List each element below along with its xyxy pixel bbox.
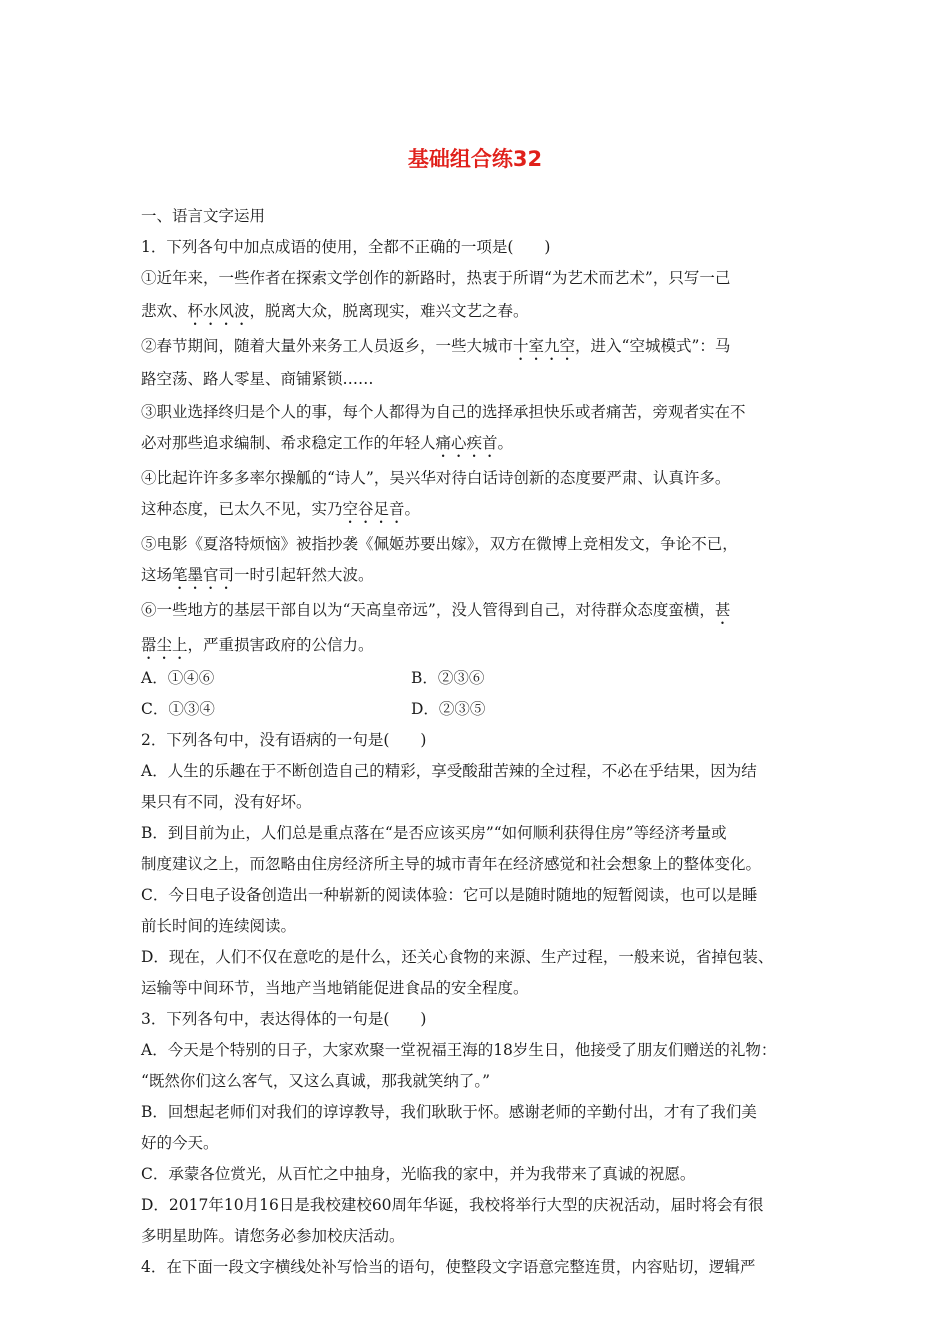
q1-sentence-4-line-1: ④比起许许多多率尔操觚的“诗人”，吴兴华对待白话诗创新的态度要严肃、认真许多。: [141, 469, 731, 487]
q3-option-a-line-1: A．今天是个特别的日子，大家欢聚一堂祝福王海的18岁生日，他接受了朋友们赠送的礼物：: [141, 1041, 777, 1059]
page-title: 基础组合练32: [407, 147, 543, 171]
q1-sentence-2-line-1: ②春节期间，随着大量外来务工人员返乡，一些大城市十室九空，进入“空城模式”：马: [141, 337, 731, 355]
q3-option-b-line-2: 好的今天。: [141, 1134, 219, 1152]
question-4-stem: 4．在下面一段文字横线处补写恰当的语句，使整段文字语意完整连贯，内容贴切，逻辑严: [141, 1258, 756, 1276]
q3-option-c-line-1: C．承蒙各位赏光，从百忙之中抽身，光临我的家中，并为我带来了真诚的祝愿。: [141, 1165, 696, 1183]
section-heading: 一、语言文字运用: [141, 207, 266, 225]
question-2-stem: 2．下列各句中，没有语病的一句是( ): [141, 731, 427, 749]
q2-option-d-line-2: 运输等中间环节，当地产当地销能促进食品的安全程度。: [141, 979, 529, 997]
q1-sentence-1-line-2: 悲欢、杯水风波，脱离大众，脱离现实，难兴文艺之春。: [141, 302, 529, 320]
q1-option-c: C．①③④: [141, 700, 215, 718]
q2-option-a-line-1: A．人生的乐趣在于不断创造自己的精彩，享受酸甜苦辣的全过程，不必在乎结果，因为结: [141, 762, 757, 780]
q1-sentence-5-line-2: 这场笔墨官司一时引起轩然大波。: [141, 566, 374, 584]
q1-sentence-3-line-1: ③职业选择终归是个人的事，每个人都得为自己的选择承担快乐或者痛苦，旁观者实在不: [141, 403, 746, 421]
q2-option-a-line-2: 果只有不同，没有好坏。: [141, 793, 312, 811]
q1-sentence-2-line-2: 路空荡、路人零星、商铺紧锁……: [141, 370, 374, 388]
question-4: [141, 1252, 813, 1283]
q1-sentence-4-line-2: 这种态度，已太久不见，实乃空谷足音。: [141, 500, 421, 518]
q3-option-a-line-2: “既然你们这么客气，又这么真诚，那我就笑纳了。”: [141, 1072, 491, 1090]
dotted-idiom: 甚: [714, 601, 731, 619]
q1-options-row-2: [141, 694, 813, 725]
question-2: [141, 725, 813, 1004]
q1-sentence-5-line-1: ⑤电影《夏洛特烦恼》被指抄袭《佩姬苏要出嫁》，双方在微博上竞相发文，争论不已，: [141, 535, 738, 553]
question-1: [141, 232, 813, 725]
question-1-stem: 1．下列各句中加点成语的使用，全都不正确的一项是( ): [141, 238, 551, 256]
question-3-stem: 3．下列各句中，表达得体的一句是( ): [141, 1010, 427, 1028]
q1-sentence-3-line-2: 必对那些追求编制、希求稳定工作的年轻人痛心疾首。: [141, 434, 514, 452]
dotted-idiom: 杯水风波: [187, 302, 250, 320]
q2-option-c-line-2: 前长时间的连续阅读。: [141, 917, 297, 935]
q2-option-b-line-2: 制度建议之上，而忽略由住房经济所主导的城市青年在经济感觉和社会想象上的整体变化。: [141, 855, 762, 873]
question-3: [141, 1004, 813, 1252]
q2-option-d-line-1: D．现在，人们不仅在意吃的是什么，还关心食物的来源、生产过程，一般来说，省掉包装、: [141, 948, 774, 966]
dotted-idiom: 十室九空: [513, 337, 576, 355]
q1-sentence-6-line-2: 嚣尘上，严重损害政府的公信力。: [141, 636, 374, 654]
q3-option-b-line-1: B．回想起老师们对我们的谆谆教导，我们耿耿于怀。感谢老师的辛勤付出，才有了我们美: [141, 1103, 757, 1121]
dotted-idiom: 痛心疾首: [435, 434, 498, 452]
q1-sentence-1-line-1: ①近年来，一些作者在探索文学创作的新路时，热衷于所谓“为艺术而艺术”，只写一己: [141, 269, 731, 287]
q1-options-row-1: [141, 663, 813, 694]
q3-option-d-line-2: 多明星助阵。请您务必参加校庆活动。: [141, 1227, 405, 1245]
q2-option-b-line-1: B．到目前为止，人们总是重点落在“是否应该买房”“如何顺利获得住房”等经济考量或: [141, 824, 727, 842]
q2-option-c-line-1: C．今日电子设备创造出一种崭新的阅读体验：它可以是随时随地的短暂阅读，也可以是睡: [141, 886, 758, 904]
q1-option-a: A．①④⑥: [141, 669, 215, 687]
q1-option-d: D．②③⑤: [411, 700, 486, 718]
document-body: [141, 201, 813, 1283]
dotted-idiom: 嚣尘上: [141, 636, 188, 654]
dotted-idiom: 空谷足音: [342, 500, 405, 518]
q1-option-b: B．②③⑥: [411, 669, 485, 687]
q1-sentence-6-line-1: ⑥一些地方的基层干部自以为“天高皇帝远”，没人管得到自己，对待群众态度蛮横，甚: [141, 601, 731, 619]
q3-option-d-line-1: D．2017年10月16日是我校建校60周年华诞，我校将举行大型的庆祝活动，届时将会有很: [141, 1196, 764, 1214]
dotted-idiom: 笔墨官司: [172, 566, 235, 584]
